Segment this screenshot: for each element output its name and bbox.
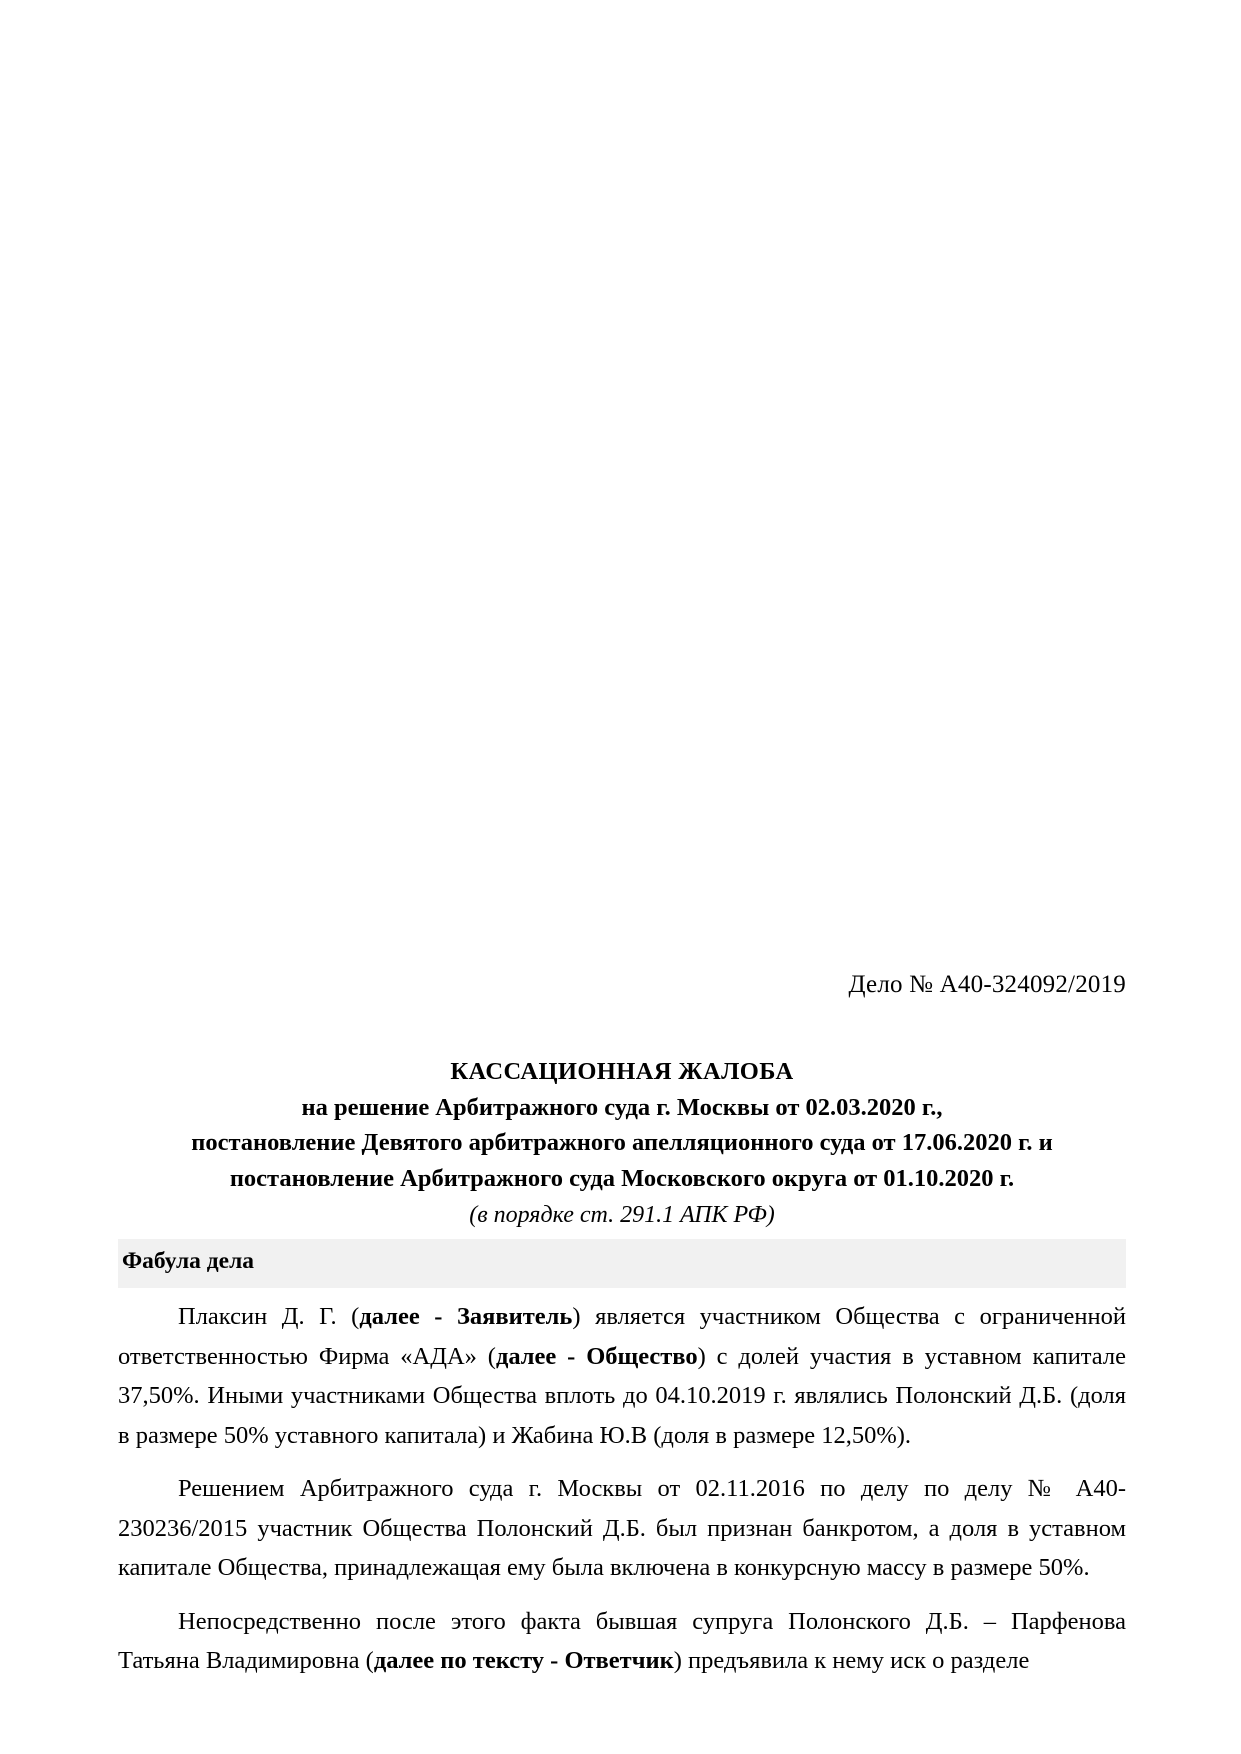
document-subtitle: (в порядке ст. 291.1 АПК РФ) bbox=[469, 1202, 775, 1228]
plain-text: ) предъявила к нему иск о разделе bbox=[673, 1647, 1030, 1674]
section-header-fabula: Фабула дела bbox=[118, 1239, 1126, 1288]
plain-text: Непосредственно после этого факта бывшая супруга Полонского Д.Б. – Парфенова Татьяна Владимировна ( bbox=[118, 1607, 1126, 1674]
plain-text: Решением Арбитражного суда г. Москвы от 02.11.2016 по делу по делу № А40-230236/2015 участник Общества Полонский Д.Б. был признан банкротом, а доля в уставном капитале Общества, принадлежащая ему была включена в конкурсную массу в размере 50%. bbox=[118, 1475, 1126, 1581]
document-title-line-3: постановление Девятого арбитражного апелляционного суда от 17.06.2020 г. и bbox=[191, 1129, 1053, 1156]
case-number: Дело № А40-324092/2019 bbox=[848, 971, 1126, 998]
emphasis-text: далее - Заявитель bbox=[359, 1303, 573, 1330]
paragraph bbox=[118, 1469, 1126, 1588]
document-content bbox=[118, 0, 1126, 1681]
paragraph bbox=[118, 1602, 1126, 1681]
plain-text: ) с долей участия в уставном капитале 37,50%. Иными участниками Общества вплоть до 04.10.2019 г. являлись Полонский Д.Б. (доля в размере 50% уставного капитала) и Жабина Ю.В (доля в размере 12,50%). bbox=[118, 1342, 1126, 1449]
document-title-line-2: на решение Арбитражного суда г. Москвы от 02.03.2020 г., bbox=[301, 1093, 943, 1121]
plain-text: Плаксин Д. Г. ( bbox=[178, 1303, 360, 1330]
body-paragraphs bbox=[118, 1297, 1126, 1681]
paragraph bbox=[118, 1297, 1126, 1455]
emphasis-text: далее по тексту - Ответчик bbox=[373, 1647, 674, 1674]
document-title-block bbox=[118, 1054, 1126, 1196]
document-title-main: КАССАЦИОННАЯ ЖАЛОБА bbox=[450, 1058, 794, 1085]
emphasis-text: далее - Общество bbox=[495, 1342, 698, 1370]
plain-text: ) является участником Общества с ограниченной ответственностью Фирма «АДА» ( bbox=[118, 1303, 1126, 1370]
top-blank-space bbox=[118, 0, 1126, 968]
document-title-line-4: постановление Арбитражного суда Московского округа от 01.10.2020 г. bbox=[229, 1164, 1015, 1192]
